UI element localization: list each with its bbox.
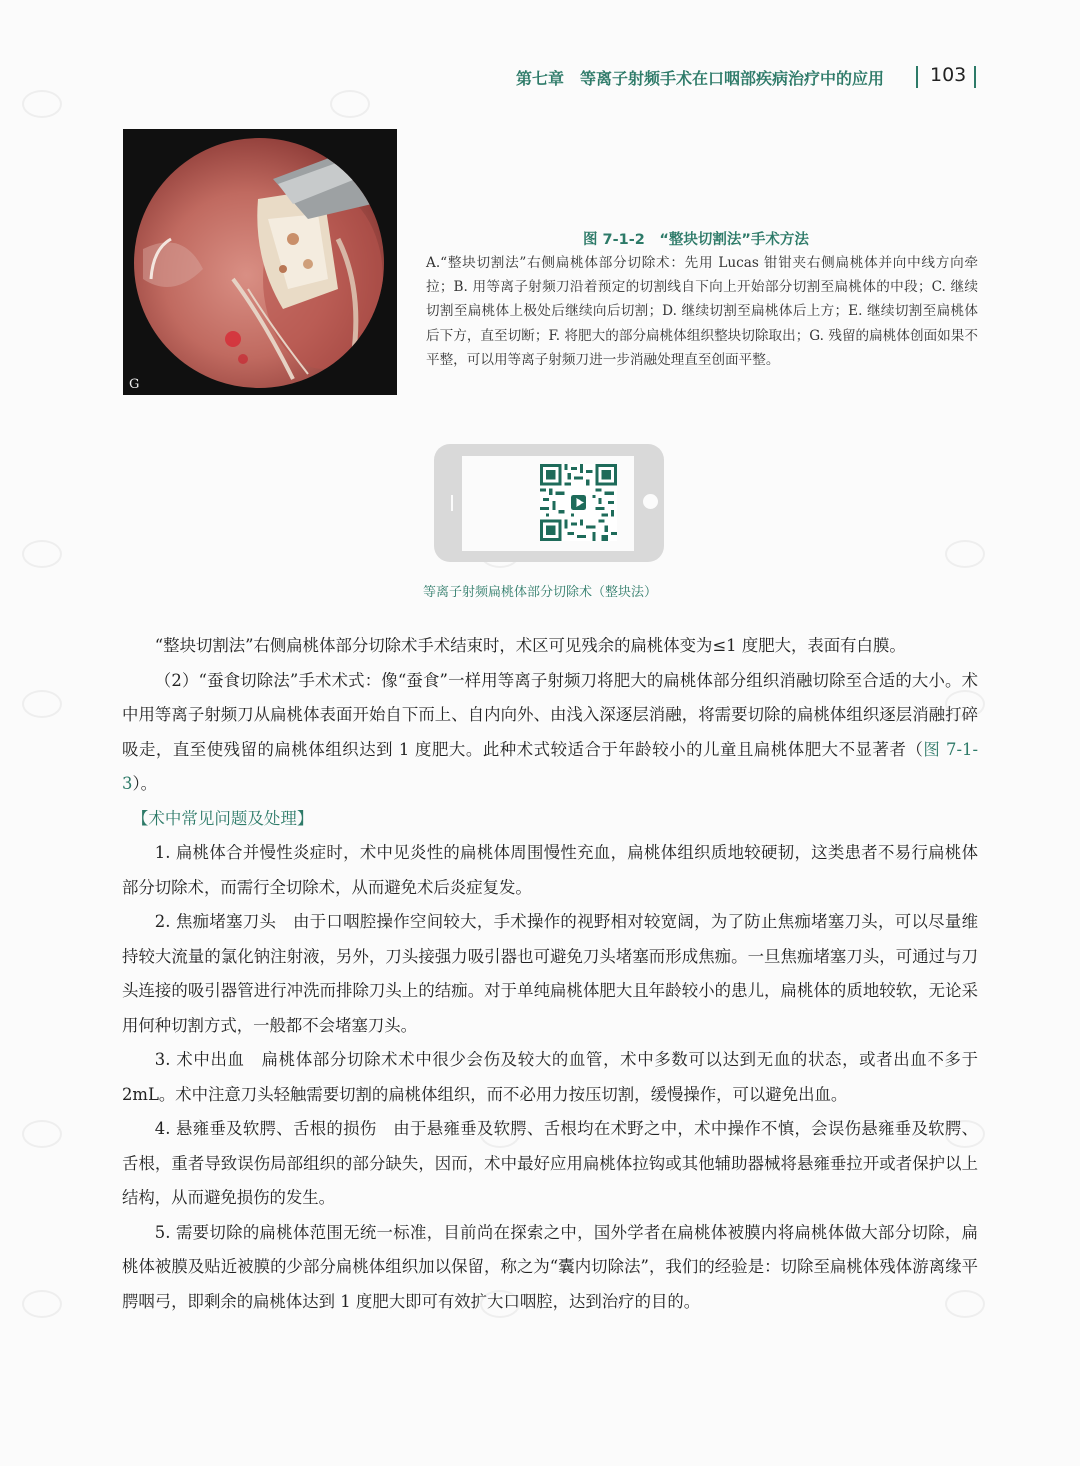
list-item: 5. 需要切除的扁桃体范围无统一标准，目前尚在探索之中，国外学者在扁桃体被膜内将扁桃体做大部分切除，扁桃体被膜及贴近被膜的少部分扁桃体组织加以保留，称之为“囊内切除法”，我们的经验是：切除至扁桃体残体游离缘平腭咽弓，即剩余的扁桃体达到 1 度肥大即可有效扩大口咽腔，达到治疗的目的。 <box>122 1222 978 1311</box>
phone-frame <box>434 444 664 562</box>
paragraph <box>122 664 978 802</box>
endoscopic-photo <box>123 129 397 395</box>
paragraph: “整块切割法”右侧扁桃体部分切除术手术结束时，术区可见残余的扁桃体变为≤1 度肥大，表面有白膜。 <box>154 636 906 655</box>
page-number: 103 <box>930 64 967 86</box>
tonsil-surgery-image <box>123 129 397 395</box>
phone-side-button <box>451 495 453 511</box>
panel-label: G <box>129 377 140 392</box>
running-header <box>0 64 1080 92</box>
list-item: 3. 术中出血 扁桃体部分切除术术中很少会伤及较大的血管，术中多数可以达到无血的状态，或者出血不多于 2mL。术中注意刀头轻触需要切割的扁桃体组织，而不必用力按压切割，缓慢操作，可以避免出血。 <box>122 1050 978 1104</box>
list-item: 4. 悬雍垂及软腭、舌根的损伤 由于悬雍垂及软腭、舌根均在术野之中，术中操作不慎，会误伤悬雍垂及软腭、舌根，重者导致误伤局部组织的部分缺失，因而，术中最好应用扁桃体拉钩或其他辅助器械将悬雍垂拉开或者保护以上结构，从而避免损伤的发生。 <box>122 1119 978 1207</box>
figure-caption: A.“整块切割法”右侧扁桃体部分切除术：先用 Lucas 钳钳夹右侧扁桃体并向中线方向牵拉；B. 用等离子射频刀沿着预定的切割线自下向上开始部分切割至扁桃体的中段；C. 继续切割至扁桃体上极处后继续向后切割；D. 继续切割至扁桃体后上方；E. 继续切割至扁桃体后下方，直至切断；F. 将肥大的部分扁桃体组织整块切除取出；G. 残留的扁桃体创面如果不平整，可以用等离子射频刀进一步消融处理直至创面平整。 <box>426 255 978 368</box>
section-heading-text: 【术中常见问题及处理】 <box>131 808 314 828</box>
list-item: 1. 扁桃体合并慢性炎症时，术中见炎性的扁桃体周围慢性充血，扁桃体组织质地较硬韧，这类患者不易行扁桃体部分切除术，而需行全切除术，从而避免术后炎症复发。 <box>122 843 978 897</box>
chapter-title: 第七章 等离子射频手术在口咽部疾病治疗中的应用 <box>515 69 884 88</box>
section-heading <box>122 802 978 837</box>
list-item: 2. 焦痂堵塞刀头 由于口咽腔操作空间较大，手术操作的视野相对较宽阔，为了防止焦痂堵塞刀头，可以尽量维持较大流量的氯化钠注射液，另外，刀头接强力吸引器也可避免刀头堵塞而形成焦痂。一旦焦痂堵塞刀头，可通过与刀头连接的吸引器管进行冲洗而排除刀头上的结痂。对于单纯扁桃体肥大且年龄较小的患儿，扁桃体的质地较软，无论采用何种切割方式，一般都不会堵塞刀头。 <box>122 912 978 1035</box>
figure-reference-link[interactable]: 图 7-1-3 <box>122 739 978 793</box>
figure-title: 图 7-1-2 “整块切割法”手术方法 <box>583 232 809 248</box>
header-divider <box>974 66 976 88</box>
phone-home-button <box>643 494 658 509</box>
body-text <box>122 629 978 1319</box>
header-divider <box>916 66 918 88</box>
paragraph-text: （2）“蚕食切除法”手术术式：像“蚕食”一样用等离子射频刀将肥大的扁桃体部分组织消融切除至合适的大小。术中用等离子射频刀从扁桃体表面开始自下而上、自内向外、由浅入深逐层消融，将需要切除的扁桃体组织逐层消融打碎吸走，直至使残留的扁桃体组织达到 1 度肥大。此种术式较适合于年龄较小的儿童且扁桃体肥大不显著者（ <box>122 670 978 759</box>
phone-screen <box>462 456 634 551</box>
video-caption: 等离子射频扁桃体部分切除术（整块法） <box>422 585 657 600</box>
qr-code-icon[interactable] <box>540 464 617 541</box>
paragraph-text: ）。 <box>132 774 158 793</box>
